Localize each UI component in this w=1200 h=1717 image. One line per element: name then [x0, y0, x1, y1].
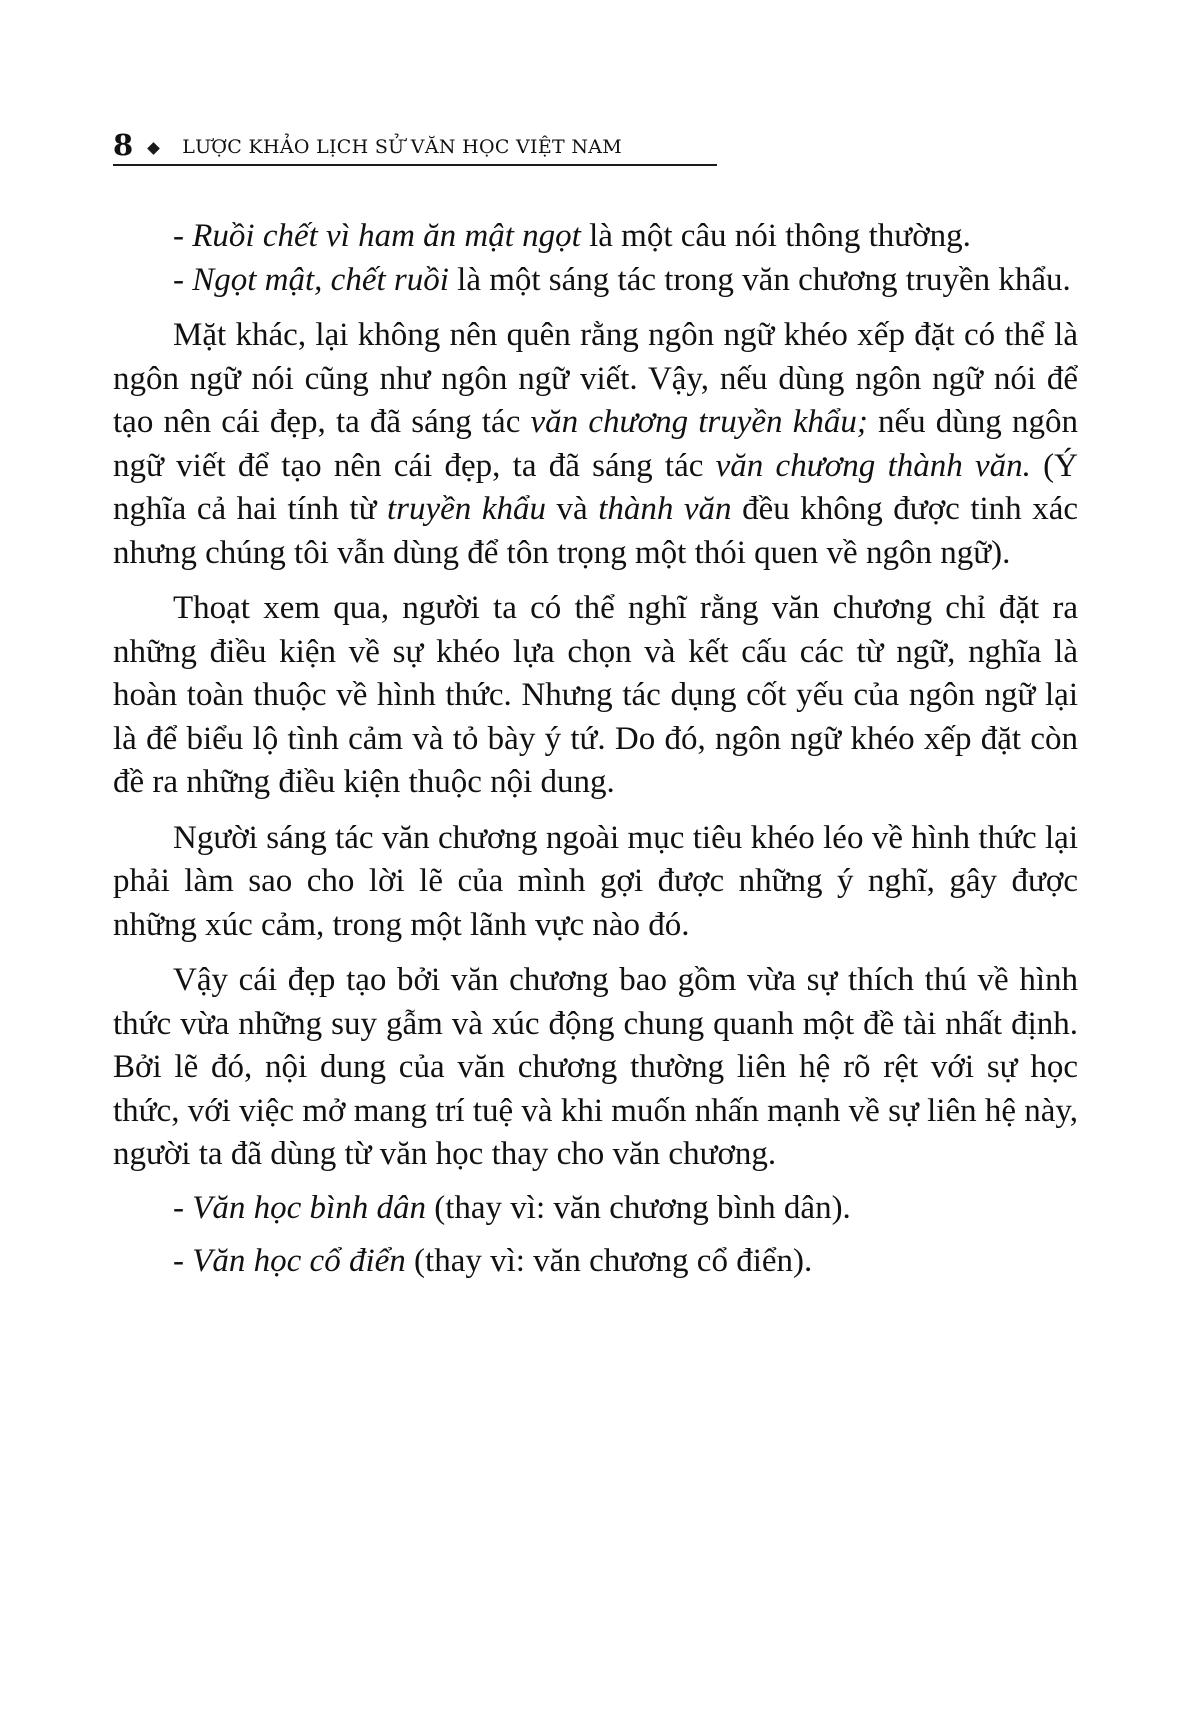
italic-term: truyền khẩu	[386, 491, 546, 527]
example-text: là một câu nói thông thường.	[580, 218, 971, 254]
page-body	[113, 215, 1078, 1284]
example-folk-literature: - Văn học bình dân (thay vì: văn chương bình dân).	[173, 1189, 851, 1226]
italic-phrase: Văn học cổ điển	[192, 1243, 406, 1279]
italic-term: văn chương thành văn.	[715, 447, 1031, 484]
italic-phrase: Văn học bình dân	[192, 1189, 426, 1226]
italic-term: văn chương truyền khẩu;	[530, 404, 868, 440]
italic-term: thành văn	[598, 491, 732, 527]
example-text: là một sáng tác trong văn chương truyền khẩu.	[448, 261, 1071, 298]
paragraph-creator-goal: Người sáng tác văn chương ngoài mục tiêu khéo léo về hình thức lại phải làm sao cho lời lẽ của mình gợi được những ý nghĩ, gây được những xúc cảm, trong một lãnh vực nào đó.	[113, 819, 1078, 943]
paragraph-spoken-written	[113, 314, 1078, 575]
running-title: LƯỢC KHẢO LỊCH SỬ VĂN HỌC VIỆT NAM	[182, 136, 623, 158]
example-oral-literature: - Ngọt mật, chết ruồi là một sáng tác trong văn chương truyền khẩu.	[173, 261, 1071, 298]
paragraph-text: đều không được tinh xác nhưng chúng tôi vẫn dùng để tôn trọng một thói quen về ngôn ngữ).	[113, 491, 1078, 571]
paragraph-text: Mặt khác, lại không nên quên rằng ngôn ngữ khéo xếp đặt có thể là ngôn ngữ nói cũng như ngôn ngữ viết. Vậy, nếu dùng ngôn ngữ nói để tạo nên cái đẹp, ta đã sáng tác	[113, 317, 1078, 440]
paragraph-text: (Ý nghĩa cả hai tính từ	[113, 447, 1078, 527]
running-header	[113, 126, 717, 166]
paragraph-beauty-of-literature: Vậy cái đẹp tạo bởi văn chương bao gồm vừa sự thích thú về hình thức vừa những suy gẫm và xúc động chung quanh một đề tài nhất định. Bởi lẽ đó, nội dung của văn chương thường liên hệ rõ rệt với sự học thức, với việc mở mang trí tuệ và khi muốn nhấn mạnh về sự liên hệ này, người ta đã dùng từ văn học thay cho văn chương.	[113, 962, 1078, 1172]
paragraph-text: và	[545, 491, 599, 527]
example-text: (thay vì: văn chương bình dân).	[425, 1189, 851, 1226]
diamond-separator-icon	[147, 142, 160, 155]
page-number: 8	[113, 128, 134, 162]
italic-phrase: Ngọt mật, chết ruồi	[192, 261, 449, 298]
paragraph-text: nếu dùng ngôn ngữ viết để tạo nên cái đẹp, ta đã sáng tác	[113, 404, 1078, 484]
example-ordinary-saying: - Ruồi chết vì ham ăn mật ngọt là một câu nói thông thường.	[173, 218, 971, 254]
example-text: (thay vì: văn chương cổ điển).	[405, 1243, 813, 1279]
paragraph-form-content: Thoạt xem qua, người ta có thể nghĩ rằng văn chương chỉ đặt ra những điều kiện về sự khéo lựa chọn và kết cấu các từ ngữ, nghĩa là hoàn toàn thuộc về hình thức. Nhưng tác dụng cốt yếu của ngôn ngữ lại là để biểu lộ tình cảm và tỏ bày ý tứ. Do đó, ngôn ngữ khéo xếp đặt còn đề ra những điều kiện thuộc nội dung.	[113, 590, 1078, 800]
italic-phrase: Ruồi chết vì ham ăn mật ngọt	[192, 218, 581, 254]
example-classical-literature: - Văn học cổ điển (thay vì: văn chương cổ điển).	[173, 1243, 813, 1279]
